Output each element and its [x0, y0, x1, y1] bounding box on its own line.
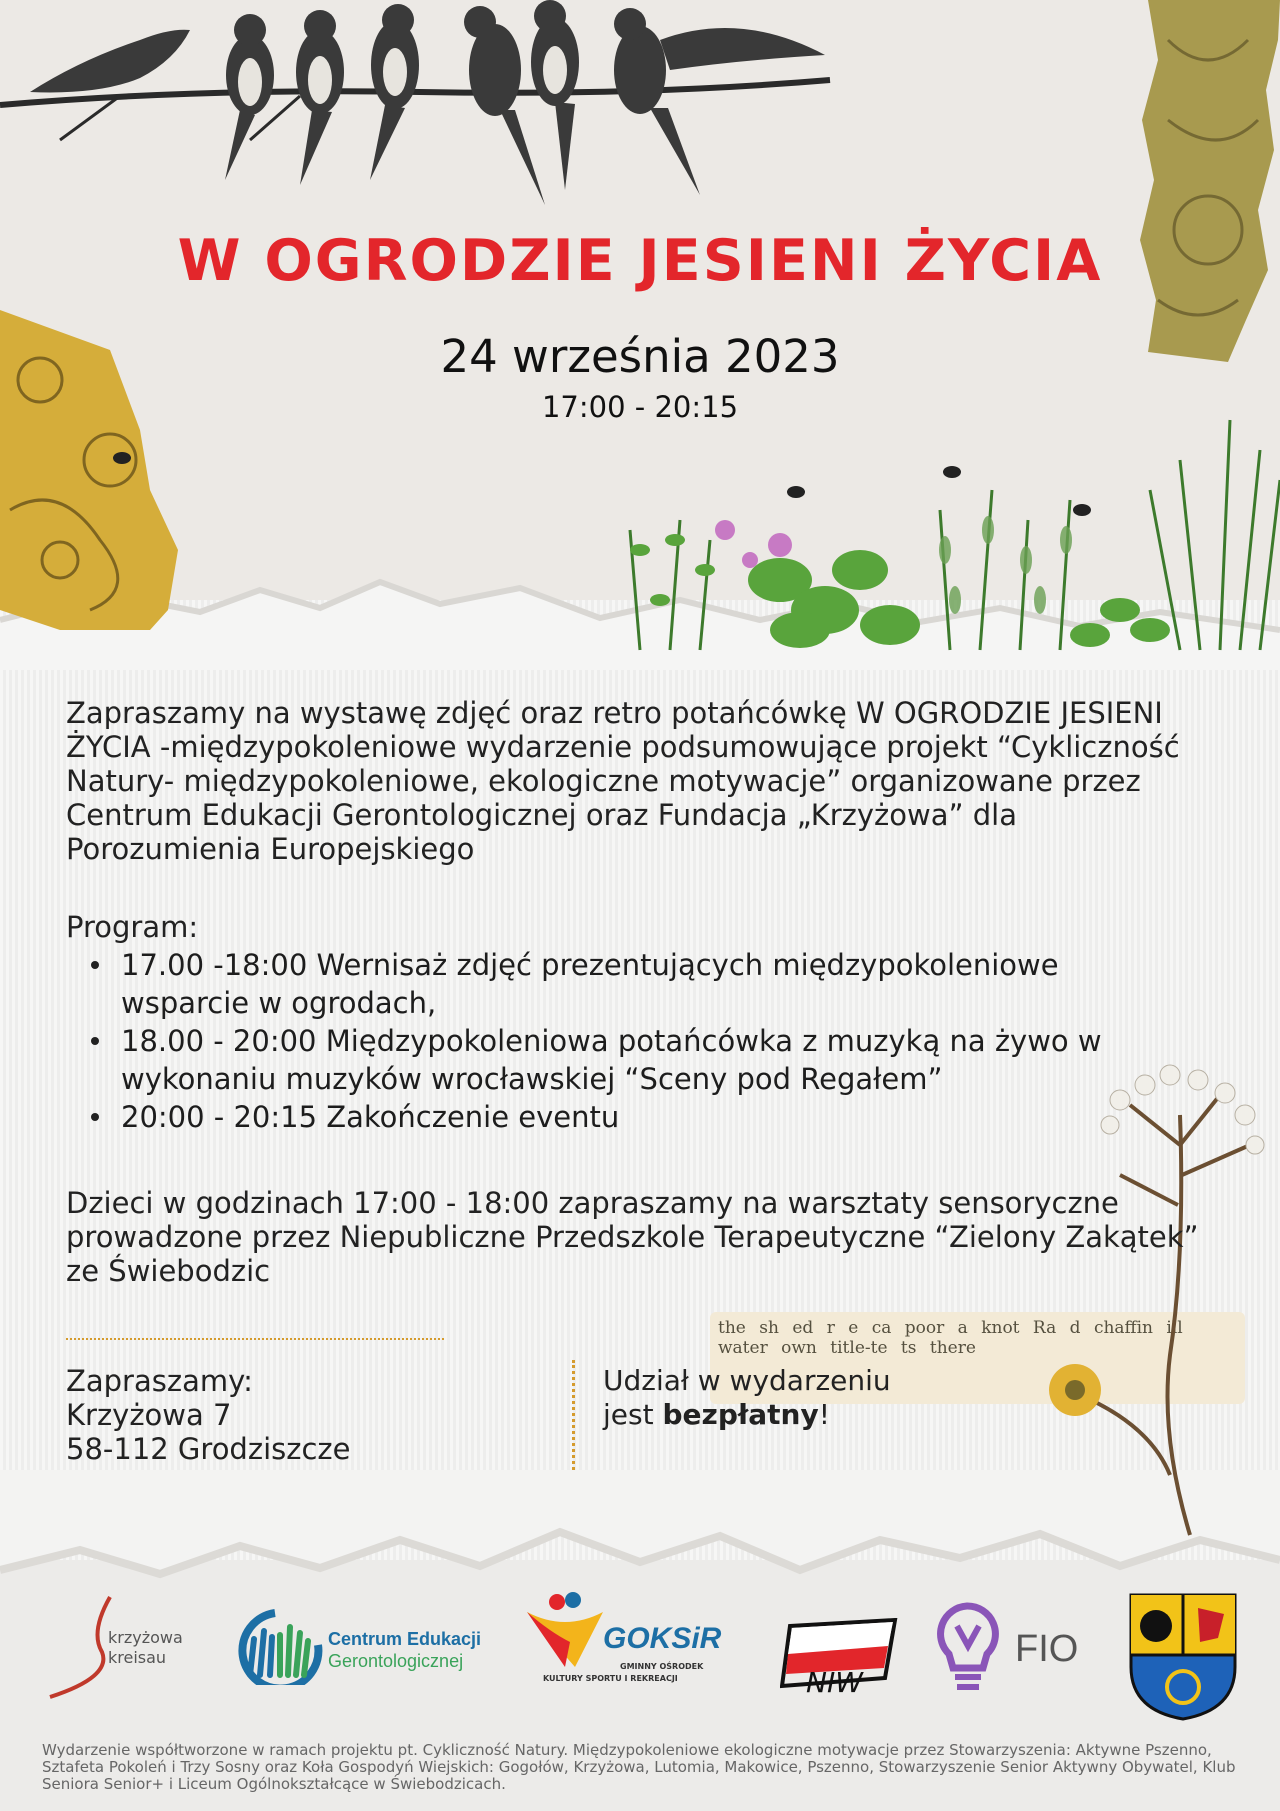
address-block [66, 1364, 350, 1466]
program-label: Program: [66, 910, 199, 944]
hands-icon [230, 1605, 325, 1685]
swallows-on-branch-illustration [0, 0, 840, 210]
goksir-logo: GOKSiR GMINNY OŚRODEK KULTURY SPORTU I REKREACJI [525, 1592, 735, 1702]
program-list [66, 946, 1176, 1136]
patterned-paper-strip [1128, 0, 1280, 370]
intro-paragraph: Zapraszamy na wystawę zdjęć oraz retro potańcówkę W OGRODZIE JESIENI ŻYCIA -międzypokoleniowe wydarzenie podsumowujące projekt “Cykliczność Natury- międzypokoleniowe, ekologiczne motywacje” organizowane przez Centrum Edukacji Gerontologicznej oraz Fundacja „Krzyżowa” dla Porozumienia Europejskiego [66, 696, 1180, 866]
goksir-logo-mark [525, 1592, 615, 1672]
free-entry-note [603, 1364, 891, 1432]
herbs-illustration [620, 400, 1280, 670]
coat-of-arms-icon [1128, 1592, 1238, 1722]
program-item: 17.00 -18:00 Wernisaż zdjęć prezentujących międzypokoleniowe wsparcie w ogrodach, [66, 946, 1176, 1022]
program-item: 18.00 - 20:00 Międzypokoleniowa potańcówka z muzyką na żywo w wykonaniu muzyków wrocławskiej “Sceny pod Regałem” [66, 1022, 1176, 1098]
free-entry-line2: jest bezpłatny! [603, 1398, 830, 1431]
dotted-divider [66, 1338, 444, 1340]
vertical-dotted-divider [572, 1360, 575, 1470]
address-street: Krzyżowa 7 [66, 1398, 232, 1432]
free-entry-line1: Udział w wydarzeniu [603, 1364, 891, 1397]
page-title: W OGRODZIE JESIENI ŻYCIA [177, 228, 1103, 294]
free-entry-emphasis: bezpłatny [662, 1398, 819, 1431]
fio-logo: FIO [935, 1602, 1085, 1692]
event-time: 17:00 - 20:15 [541, 390, 739, 424]
children-workshop-paragraph: Dzieci w godzinach 17:00 - 18:00 zapraszamy na warsztaty sensoryczne prowadzone przez Niepubliczne Przedszkole Terapeutyczne “Zielony Zakątek” ze Świebodzic [66, 1186, 1199, 1288]
program-item: 20:00 - 20:15 Zakończenie eventu [66, 1098, 1176, 1136]
lightbulb-icon [935, 1602, 1005, 1692]
ceg-logo: Centrum Edukacji Gerontologicznej [230, 1605, 510, 1685]
address-label: Zapraszamy: [66, 1364, 253, 1398]
address-city: 58-112 Grodziszcze [66, 1432, 351, 1466]
niw-logo: NIW [780, 1618, 900, 1698]
krzyzowa-logo: krzyżowa kreisau [40, 1592, 190, 1702]
event-date: 24 września 2023 [440, 330, 840, 383]
newspaper-words: the sh ed r e ca poor a knot Ra d chaffin ill water own title-te ts there [718, 1318, 1183, 1358]
footer-note: Wydarzenie współtworzone w ramach projektu pt. Cykliczność Natury. Międzypokoleniowe ekologiczne motywacje przez Stowarzyszenia: Aktywne Pszenno, Sztafeta Pokoleń i Trzy Sosny oraz Koła Gospodyń Wiejskich: Gogołów, Krzyżowa, Lutomia, Makowice, Pszenno, Stowarzyszenie Senior Aktywny Obywatel, Klub Seniora Senior+ i Liceum Ogólnokształcące w Świebodzicach. [42, 1741, 1236, 1793]
